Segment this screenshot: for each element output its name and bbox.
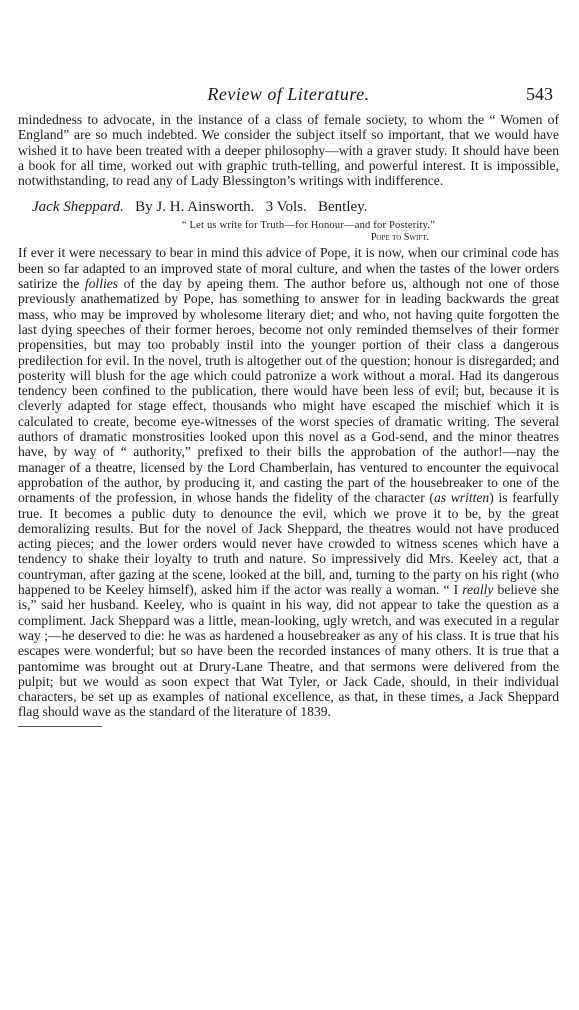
review-body-part-3: ) is fearfully true. It becomes a public duty to denounce the evil, which we prove it to be, by the great demoralizing results. But for the novel of Jack Sheppard, the theatres would not have produced acting pieces; and the lower orders would never have crowded to witness scenes which have a tendency to shake their loyalty to truth and nature. So impressively did Mrs. Keeley act, that a countryman, after gazing at the scene, looked at the bill, and, turning to the party on his right (who happened to be Keeley himself), asked him if the actor was really a woman. “ I	[18, 490, 559, 598]
intro-paragraph: mindedness to advocate, in the instance of a class of female society, to whom the “ Women of England” are so much indebted. We consider the subject itself so important, that we would have wished it to have been treated with a deeper philosophy—with a graver study. It should have been a book for all time, worked out with graphic truth-telling, and powerful interest. It is impossible, notwithstanding, to read any of Lady Blessington’s writings with indifference.	[18, 112, 559, 189]
running-head	[18, 84, 559, 106]
book-publisher: Bentley.	[318, 199, 368, 216]
review-body-part-1: If ever it were necessary to bear in mind this advice of Pope, it is now, when our criminal code has been so far adapted to an improved state of moral culture, and when the tastes of the lower orders satirize the	[18, 245, 559, 292]
epigraph: “ Let us write for Truth—for Honour—and for Posterity.”	[181, 220, 436, 232]
epigraph-source: Pope to Swift.	[370, 232, 429, 244]
emphasis-as-written: as written	[433, 490, 490, 506]
emphasis-really: really	[462, 582, 494, 598]
running-title: Review of Literature.	[207, 84, 370, 104]
review-heading	[32, 198, 559, 216]
review-body-part-2: of the day by apeing them. The author before us, although not one of those previously anathematized by Pope, has something to answer for in leading backwards the great mass, who may be improved by wholesome literary diet; and who, not having quite forgotten the last dying speeches of their former heroes, become not only reminded themselves of their former propensities, but may too probably instil into the younger portion of their class a dangerous predilection for evil. In the novel, truth is altogether out of the question; honour is disregarded; and posterity will blush for the age which could patronize a work without a moral. Had its dangerous tendency been confined to the publication, there would have been less of evil; but, because it is cleverly adapted for stage effect, thousands who might have escaped the mischief which it is calculated to create, become eye-witnesses of the worst species of dramatic writing. The several authors of dramatic monstrosities looked upon this novel as a God-send, and the minor theatres have, by way of “ authority,” prefixed to their bills the approbation of the author!—nay the manager of a theatre, licensed by the Lord Chamberlain, has ventured to encounter the equivocal approbation of the author, by producing it, and casting the part of the housebreaker to one of the ornaments of the profession, in whose hands the fidelity of the character (	[18, 276, 559, 506]
emphasis-follies: follies	[84, 276, 119, 292]
book-volumes: 3 Vols.	[265, 199, 307, 216]
section-rule	[18, 726, 102, 727]
book-title: Jack Sheppard.	[32, 199, 124, 216]
review-body	[18, 245, 559, 719]
page-number: 543	[526, 84, 553, 104]
book-author: By J. H. Ainsworth.	[135, 199, 255, 216]
review-body-part-4: believe she is,” said her husband. Keeley, who is quaint in his way, did not appear to take the question as a compliment. Jack Sheppard was a little, mean-looking, ugly wretch, and was executed in a regular way ;—he deserved to die: he was as hardened a housebreaker as any of his class. It is true that his escapes were wonderful; but so have been the recorded instances of many others. It is true that a pantomime was brought out at Drury-Lane Theatre, and that sermons were delivered from the pulpit; but we would as soon expect that Wat Tyler, or Jack Cade, should, in their individual characters, be set up as examples of national excellence, as that, in these times, a Jack Sheppard flag should wave as the standard of the literature of 1839.	[18, 582, 560, 720]
